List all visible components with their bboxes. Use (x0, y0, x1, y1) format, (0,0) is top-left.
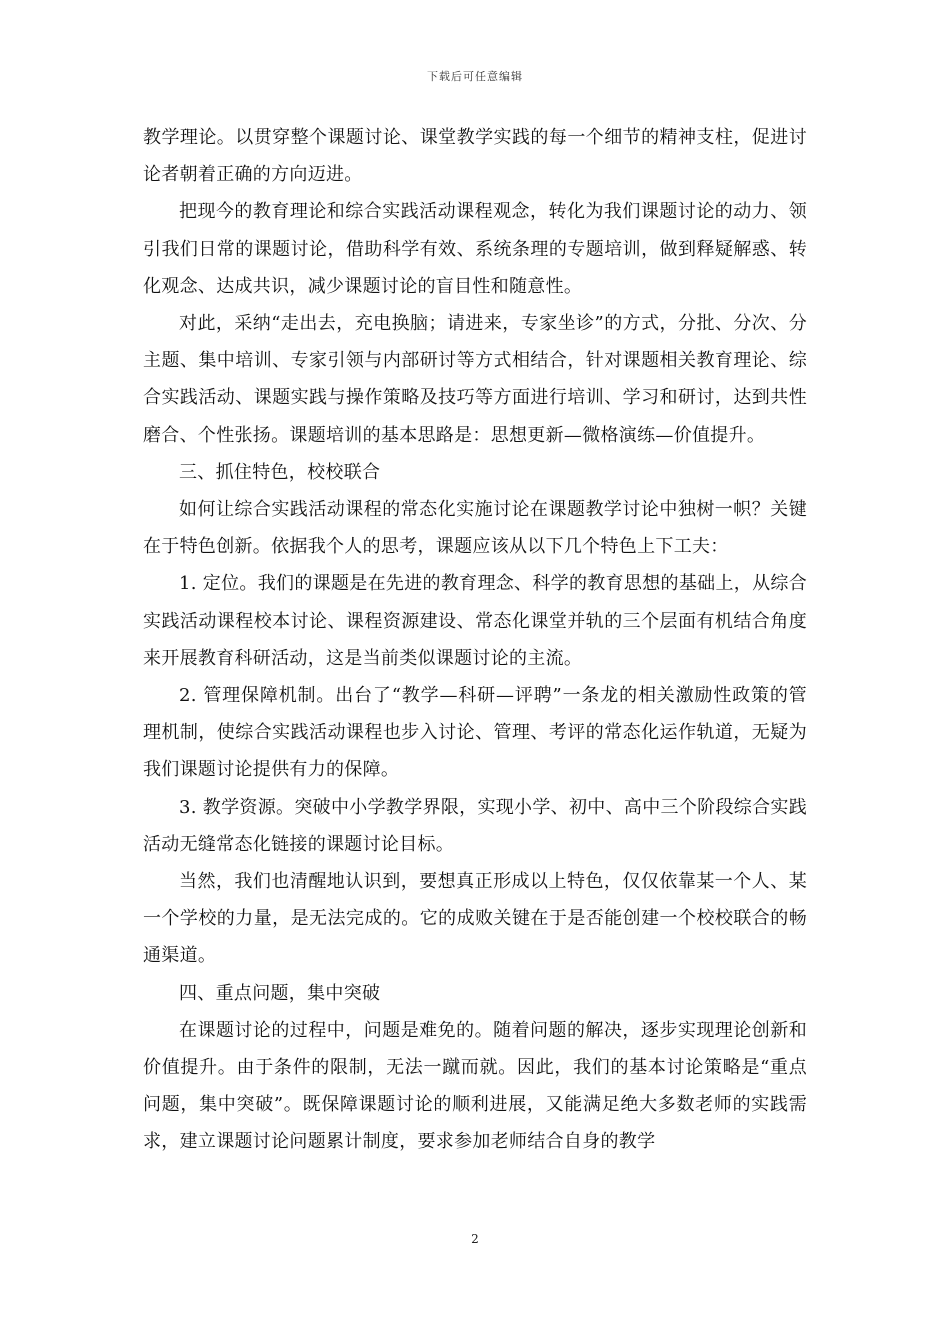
section-heading-4: 四、重点问题，集中突破 (179, 982, 381, 1004)
paragraph-4: 如何让综合实践活动课程的常态化实施讨论在课题教学讨论中独树一帜？关键在于特色创新。依据我个人的思考，课题应该从以下几个特色上下工夫： (143, 499, 807, 558)
page-number: 2 (471, 1232, 479, 1246)
section-heading-3: 三、抓住特色，校校联合 (179, 461, 381, 483)
list-item-2: 2. 管理保障机制。出台了“教学—科研—评聘”一条龙的相关激励性政策的管理机制，使综合实践活动课程也步入讨论、管理、考评的常态化运作轨道，无疑为我们课题讨论提供有力的保障。 (143, 685, 807, 781)
paragraph-2: 把现今的教育理论和综合实践活动课程观念，转化为我们课题讨论的动力、领引我们日常的课题讨论，借助科学有效、系统条理的专题培训，做到释疑解惑、转化观念、达成共识，减少课题讨论的盲目性和随意性。 (143, 201, 807, 297)
paragraph-3: 对此，采纳“走出去，充电换脑；请进来，专家坐诊”的方式，分批、分次、分主题、集中培训、专家引领与内部研讨等方式相结合，针对课题相关教育理论、综合实践活动、课题实践与操作策略及技巧等方面进行培训、学习和研讨，达到共性磨合、个性张扬。课题培训的基本思路是：思想更新—微格演练—价值提升。 (143, 313, 807, 446)
list-item-3: 3. 教学资源。突破中小学教学界限，实现小学、初中、高中三个阶段综合实践活动无缝常态化链接的课题讨论目标。 (143, 796, 807, 855)
paragraph-6: 在课题讨论的过程中，问题是难免的。随着问题的解决，逐步实现理论创新和价值提升。由于条件的限制，无法一蹴而就。因此，我们的基本讨论策略是“重点问题，集中突破”。既保障课题讨论的顺利进展，又能满足绝大多数老师的实践需求，建立课题讨论问题累计制度，要求参加老师结合自身的教学 (143, 1019, 807, 1153)
document-body (143, 119, 807, 1161)
paragraph-5: 当然，我们也清醒地认识到，要想真正形成以上特色，仅仅依靠某一个人、某一个学校的力量，是无法完成的。它的成败关键在于是否能创建一个校校联合的畅通渠道。 (143, 871, 807, 967)
paragraph-1: 教学理论。以贯穿整个课题讨论、课堂教学实践的每一个细节的精神支柱，促进讨论者朝着正确的方向迈进。 (143, 127, 807, 186)
list-item-1: 1. 定位。我们的课题是在先进的教育理念、科学的教育思想的基础上，从综合实践活动课程校本讨论、课程资源建设、常态化课堂并轨的三个层面有机结合角度来开展教育科研活动，这是当前类似课题讨论的主流。 (143, 573, 807, 669)
page-header: 下载后可任意编辑 (427, 70, 523, 83)
